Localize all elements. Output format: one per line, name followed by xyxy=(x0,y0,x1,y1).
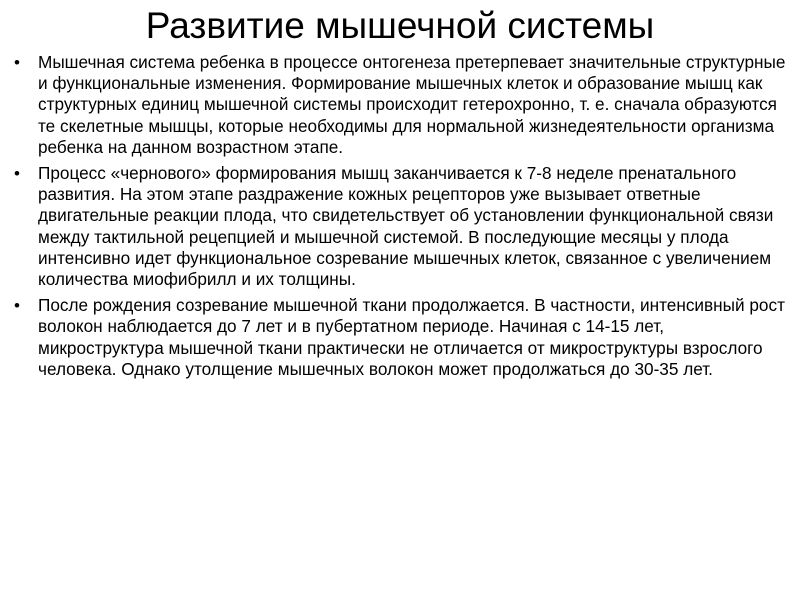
bullet-text: Процесс «чернового» формирования мышц заканчивается к 7-8 неделе пренатального развития. На этом этапе раздражение кожных рецепторов уже вызывает ответные двигательные реакции плода, что свидетельствует об установлении функциональной связи между тактильной рецепцией и мышечной системой. В последующие месяцы у плода интенсивно идет функциональное созревание мышечных клеток, связанное с увеличением количества миофибрилл и их толщины. xyxy=(38,163,774,290)
bullet-item xyxy=(14,163,786,290)
bullet-item xyxy=(14,295,786,380)
bullet-list xyxy=(14,52,786,385)
bullet-marker-icon: • xyxy=(14,296,20,316)
bullet-marker-icon: • xyxy=(14,53,20,72)
bullet-text: Мышечная система ребенка в процессе онтогенеза претерпевает значительные структурные и функциональные изменения. Формирование мышечных клеток и образование мышц как структурных единиц мышечной системы происходит гетерохронно, т. е. сначала образуются те скелетные мышцы, которые необходимы для нормальной жизнедеятельности организма ребенка на данном возрастном этапе. xyxy=(38,52,786,157)
bullet-marker-icon: • xyxy=(14,164,20,184)
slide-title: Развитие мышечной системы xyxy=(145,5,655,46)
bullet-text: После рождения созревание мышечной ткани продолжается. В частности, интенсивный рост волокон наблюдается до 7 лет и в пубертатном периоде. Начиная с 14-15 лет, микроструктура мышечной ткани практически не отличается от микроструктуры взрослого человека. Однако утолщение мышечных волокон может продолжаться до 30-35 лет. xyxy=(38,295,785,379)
bullet-item xyxy=(14,52,786,158)
